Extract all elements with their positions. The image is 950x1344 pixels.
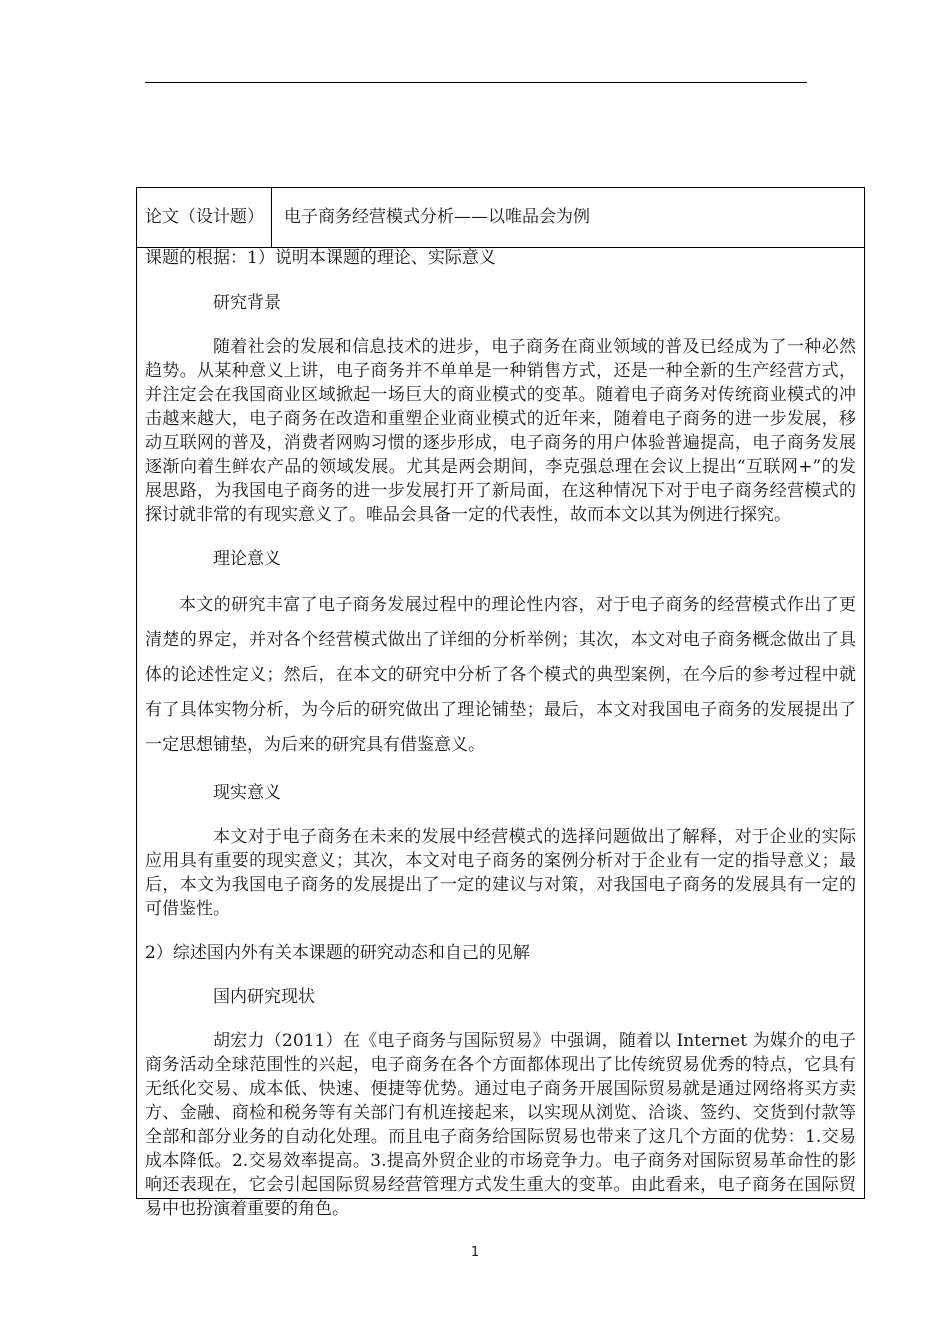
domestic-label: 国内研究现状 (213, 987, 315, 1007)
practical-text: 本文对于电子商务在未来的发展中经营模式的选择问题做出了解释，对于企业的实际应用具有重要的现实意义；其次，本文对电子商务的案例分析对于企业有一定的指导意义；最后，本文为我国电子商务的发展提出了一定的建议与对策，对我国电子商务的发展具有一定的可借鉴性。 (145, 827, 856, 919)
background-text: 随着社会的发展和信息技术的进步，电子商务在商业领域的普及已经成为了一种必然趋势。从某种意义上讲，电子商务并不单单是一种销售方式，还是一种全新的生产经营方式，并注定会在我国商业区域掀起一场巨大的商业模式的变革。随着电子商务对传统商业模式的冲击越来越大，电子商务在改造和重塑企业商业模式的近年来，随着电子商务的进一步发展，移动互联网的普及，消费者网购习惯的逐步形成，电子商务的用户体验普遍提高，电子商务发展逐渐向着生鲜农产品的领域发展。尤其是两会期间，李克强总理在会议上提出“互联网+”的发展思路，为我国电子商务的进一步发展打开了新局面，在这种情况下对于电子商务经营模式的探讨就非常的有现实意义了。唯品会具备一定的代表性，故而本文以其为例进行探究。 (145, 337, 856, 525)
title-row (137, 188, 864, 248)
basis-heading: 课题的根据：1）说明本课题的理论、实际意义 (145, 248, 496, 268)
proposal-form (136, 187, 865, 1219)
practical-label: 现实意义 (213, 783, 281, 803)
theory-text: 本文的研究丰富了电子商务发展过程中的理论性内容，对于电子商务的经营模式作出了更清楚的界定，并对各个经营模式做出了详细的分析举例；其次，本文对电子商务概念做出了具体的论述性定义；然后，在本文的研究中分析了各个模式的典型案例，在今后的参考过程中就有了具体实物分析，为今后的研究做出了理论铺垫；最后，本文对我国电子商务的发展提出了一定思想铺垫，为后来的研究具有借鉴意义。 (145, 595, 856, 755)
theory-label: 理论意义 (213, 549, 281, 569)
review-heading: 2）综述国内外有关本课题的研究动态和自己的见解 (145, 943, 530, 963)
title-label: 论文（设计题） (137, 188, 272, 247)
background-label: 研究背景 (213, 293, 281, 313)
domestic-text: 胡宏力（2011）在《电子商务与国际贸易》中强调，随着以 Internet 为媒介的电子商务活动全球范围性的兴起，电子商务在各个方面都体现出了比传统贸易优秀的特点，它具有无纸化交易、成本低、快速、便捷等优势。通过电子商务开展国际贸易就是通过网络将买方卖方、金融、商检和税务等有关部门有机连接起来，以实现从浏览、洽谈、签约、交货到付款等全部和部分业务的自动化处理。而且电子商务给国际贸易也带来了这几个方面的优势：1.交易成本降低。2.交易效率提高。3.提高外贸企业的市场竞争力。电子商务对国际贸易革命性的影响还表现在，它会引起国际贸易经营管理方式发生重大的变革。由此看来，电子商务在国际贸易中也扮演着重要的角色。 (145, 1031, 856, 1219)
content-cell (137, 246, 864, 1221)
page-number: 1 (470, 1245, 480, 1260)
header-rule (145, 82, 807, 83)
title-value: 电子商务经营模式分析——以唯品会为例 (284, 207, 590, 227)
